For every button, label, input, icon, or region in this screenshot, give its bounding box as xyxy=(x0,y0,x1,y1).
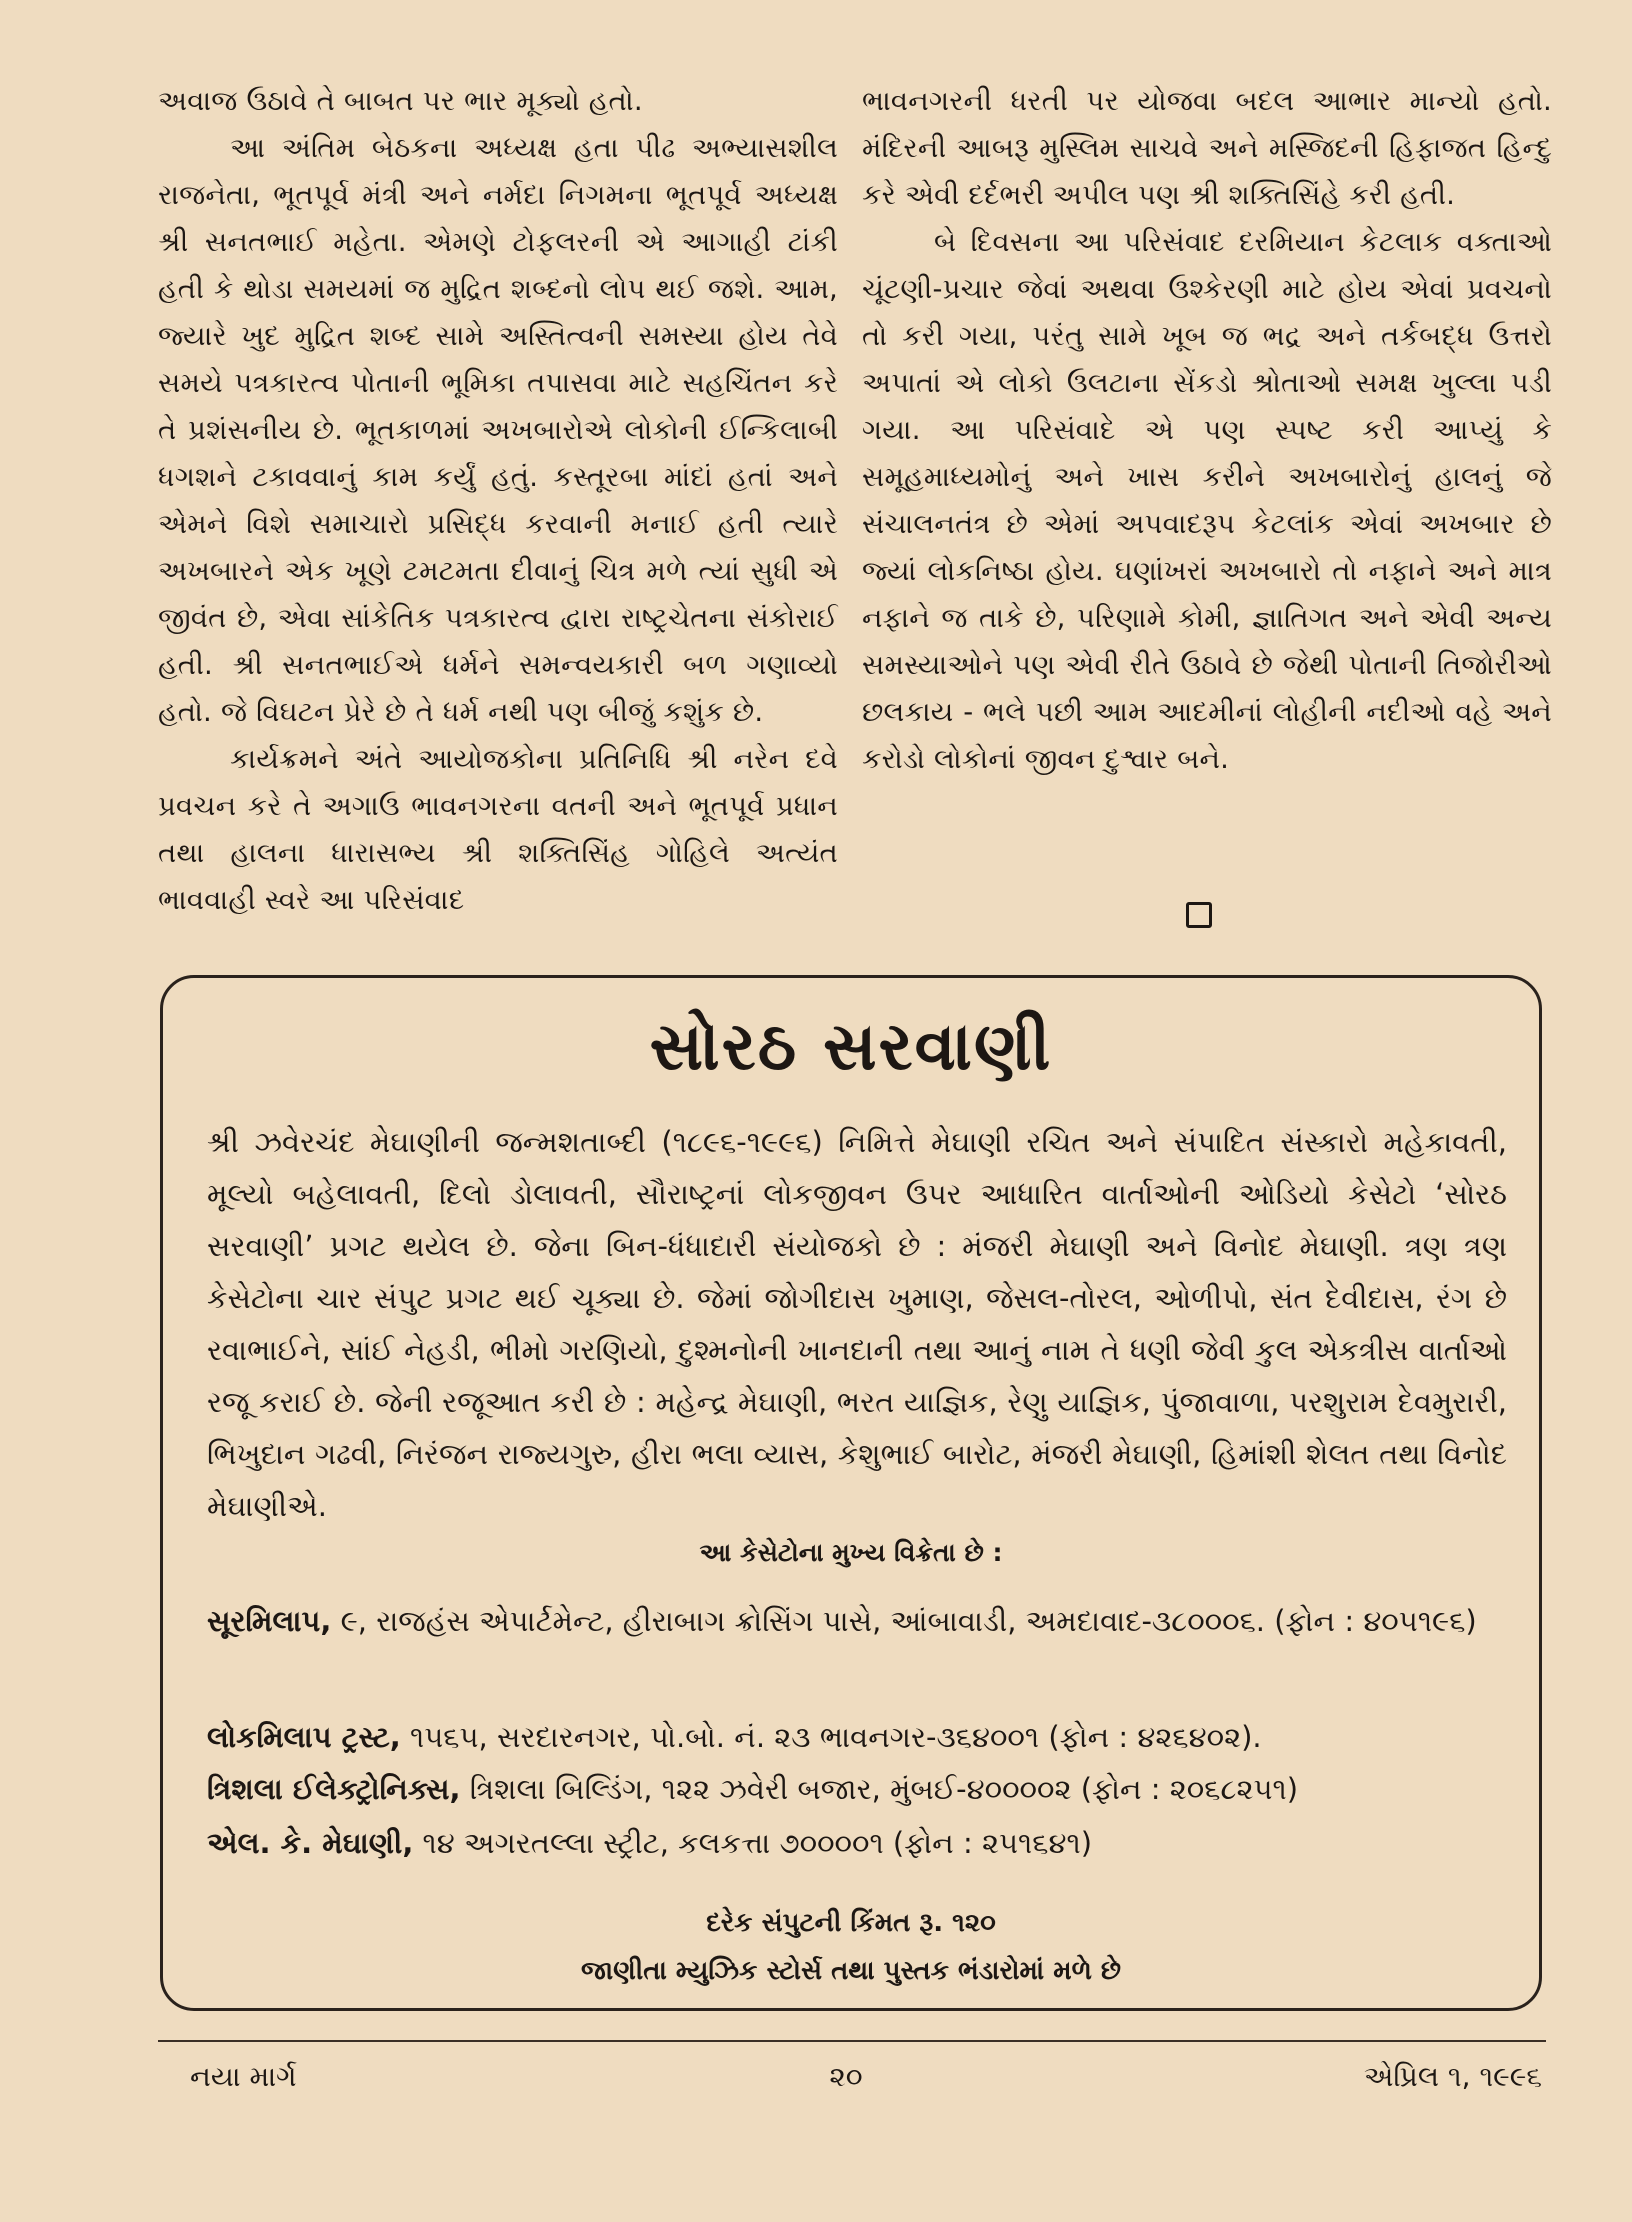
article-end-mark-icon xyxy=(1186,902,1212,928)
article-paragraph: ભાવનગરની ધરતી પર યોજવા બદલ આભાર માન્યો હતો. મંદિરની આબરૂ મુસ્લિમ સાચવે અને મસ્જિદની હિફાજત હિન્દુ કરે એવી દર્દભરી અપીલ પણ શ્રી શક્તિસિંહે કરી હતી. xyxy=(862,85,1552,211)
vendor-name: લોકમિલાપ ટ્રસ્ટ, xyxy=(207,1720,401,1754)
ad-body-text: શ્રી ઝવેરચંદ મેઘાણીની જન્મશતાબ્દી (૧૮૯૬-૧૯૯૬) નિમિત્તે મેઘાણી રચિત અને સંપાદિત સંસ્કારો મહેકાવતી, મૂલ્યો બહેલાવતી, દિલો ડોલાવતી, સૌરાષ્ટ્રનાં લોકજીવન ઉપર આધારિત વાર્તાઓની ઓડિયો કેસેટો ‘સોરઠ સરવાણી’ પ્રગટ થયેલ છે. જેના બિન-ધંધાદારી સંયોજકો છે : મંજરી મેઘાણી અને વિનોદ મેઘાણી. ત્રણ ત્રણ કેસેટોના ચાર સંપુટ પ્રગટ થઈ ચૂક્યા છે. જેમાં જોગીદાસ ખુમાણ, જેસલ-તોરલ, ઓળીપો, સંત દેવીદાસ, રંગ છે રવાભાઈને, સાંઈ નેહડી, ભીમો ગરણિયો, દુશ્મનોની ખાનદાની તથા આનું નામ તે ધણી જેવી કુલ એકત્રીસ વાર્તાઓ રજૂ કરાઈ છે. જેની રજૂઆત કરી છે : મહેન્દ્ર મેઘાણી, ભરત યાજ્ઞિક, રેણુ યાજ્ઞિક, પુંજાવાળા, પરશુરામ દેવમુરારી, ભિખુદાન ગઢવી, નિરંજન રાજ્યગુરુ, હીરા ભલા વ્યાસ, કેશુભાઈ બારોટ, મંજરી મેઘાણી, હિમાંશી શેલત તથા વિનોદ મેઘાણીએ. xyxy=(207,1125,1507,1523)
vendor-entry xyxy=(207,1764,1507,1814)
ad-price: દરેક સંપુટની કિંમત રૂ. ૧૨૦ xyxy=(706,1908,996,1938)
article-paragraph: અવાજ ઉઠાવે તે બાબત પર ભાર મૂક્યો હતો. xyxy=(158,85,643,117)
vendor-address: ૧૪ અગરતલ્લા સ્ટ્રીટ, કલકત્તા ૭૦૦૦૦૧ (ફોન : ૨૫૧૬૪૧) xyxy=(413,1826,1093,1860)
article-paragraph: આ અંતિમ બેઠકના અધ્યક્ષ હતા પીઢ અભ્યાસશીલ રાજનેતા, ભૂતપૂર્વ મંત્રી અને નર્મદા નિગમના ભૂતપૂર્વ અધ્યક્ષ શ્રી સનતભાઈ મહેતા. એમણે ટોફલરની એ આગાહી ટાંકી હતી કે થોડા સમયમાં જ મુદ્રિત શબ્દનો લોપ થઈ જશે. આમ, જ્યારે ખુદ મુદ્રિત શબ્દ સામે અસ્તિત્વની સમસ્યા હોય તેવે સમયે પત્રકારત્વ પોતાની ભૂમિકા તપાસવા માટે સહચિંતન કરે તે પ્રશંસનીય છે. ભૂતકાળમાં અખબારોએ લોકોની ઈન્કિલાબી ધગશને ટકાવવાનું કામ કર્યું હતું. કસ્તૂરબા માંદાં હતાં અને એમને વિશે સમાચારો પ્રસિદ્ધ કરવાની મનાઈ હતી ત્યારે અખબારને એક ખૂણે ટમટમતા દીવાનું ચિત્ર મળે ત્યાં સુધી એ જીવંત છે, એવા સાંકેતિક પત્રકારત્વ દ્વારા રાષ્ટ્રચેતના સંકોરાઈ હતી. શ્રી સનતભાઈએ ધર્મને સમન્વયકારી બળ ગણાવ્યો હતો. જે વિઘટન પ્રેરે છે તે ધર્મ નથી પણ બીજું કશુંક છે. xyxy=(158,132,838,728)
ad-title: સોરઠ સરવાણી xyxy=(649,1008,1053,1085)
vendor-entry xyxy=(207,1712,1507,1762)
vendor-address: ૯, રાજહંસ એપાર્ટમેન્ટ, હીરાબાગ ક્રોસિંગ પાસે, આંબાવાડી, અમદાવાદ-૩૮૦૦૦૬. (ફોન : ૪૦૫૧૯૬) xyxy=(331,1604,1477,1638)
vendor-name: એલ. કે. મેઘાણી, xyxy=(207,1826,414,1860)
vendor-entry xyxy=(207,1818,1507,1868)
advertisement-box xyxy=(160,975,1542,2011)
vendor-address: ૧૫૬૫, સરદારનગર, પો.બો. નં. ૨૩ ભાવનગર-૩૬૪૦૦૧ (ફોન : ૪૨૬૪૦૨). xyxy=(400,1720,1262,1754)
article-left-column xyxy=(158,78,838,924)
article-right-column xyxy=(862,78,1552,783)
page-number: ૨૦ xyxy=(829,2060,863,2093)
vendor-name: સૂરમિલાપ, xyxy=(207,1604,332,1638)
vendors-heading: આ કેસેટોના મુખ્ય વિક્રેતા છે : xyxy=(699,1538,1003,1567)
vendor-entry xyxy=(207,1596,1507,1646)
footer-divider xyxy=(158,2040,1546,2042)
article-paragraph: કાર્યક્રમને અંતે આયોજકોના પ્રતિનિધિ શ્રી નરેન દવે પ્રવચન કરે તે અગાઉ ભાવનગરના વતની અને ભૂતપૂર્વ પ્રધાન તથા હાલના ધારાસભ્ય શ્રી શક્તિસિંહ ગોહિલે અત્યંત ભાવવાહી સ્વરે આ પરિસંવાદ xyxy=(158,743,838,916)
vendor-address: ત્રિશલા બિલ્ડિંગ, ૧૨૨ ઝવેરી બજાર, મુંબઈ-૪૦૦૦૦૨ (ફોન : ૨૦૬૮૨૫૧) xyxy=(460,1772,1299,1806)
vendor-name: ત્રિશલા ઈલેક્ટ્રોનિક્સ, xyxy=(207,1772,461,1806)
issue-date: એપ્રિલ ૧, ૧૯૯૬ xyxy=(1363,2060,1542,2093)
publication-name: નયા માર્ગ xyxy=(190,2060,297,2093)
ad-availability: જાણીતા મ્યુઝિક સ્ટોર્સ તથા પુસ્તક ભંડારોમાં મળે છે xyxy=(580,1956,1122,1986)
article-paragraph: બે દિવસના આ પરિસંવાદ દરમિયાન કેટલાક વક્તાઓ ચૂંટણી-પ્રચાર જેવાં અથવા ઉશ્કેરણી માટે હોય એવાં પ્રવચનો તો કરી ગયા, પરંતુ સામે ખૂબ જ ભદ્ર અને તર્કબદ્ધ ઉત્તરો અપાતાં એ લોકો ઉલટાના સેંકડો શ્રોતાઓ સમક્ષ ખુલ્લા પડી ગયા. આ પરિસંવાદે એ પણ સ્પષ્ટ કરી આપ્યું કે સમૂહમાધ્યમોનું અને ખાસ કરીને અખબારોનું હાલનું જે સંચાલનતંત્ર છે એમાં અપવાદરૂપ કેટલાંક એવાં અખબાર છે જ્યાં લોકનિષ્ઠા હોય. ઘણાંખરાં અખબારો તો નફાને અને માત્ર નફાને જ તાકે છે, પરિણામે કોમી, જ્ઞાતિગત અને એવી અન્ય સમસ્યાઓને પણ એવી રીતે ઉઠાવે છે જેથી પોતાની તિજોરીઓ છલકાય - ભલે પછી આમ આદમીનાં લોહીની નદીઓ વહે અને કરોડો લોકોનાં જીવન દુશ્વાર બને. xyxy=(862,226,1552,775)
